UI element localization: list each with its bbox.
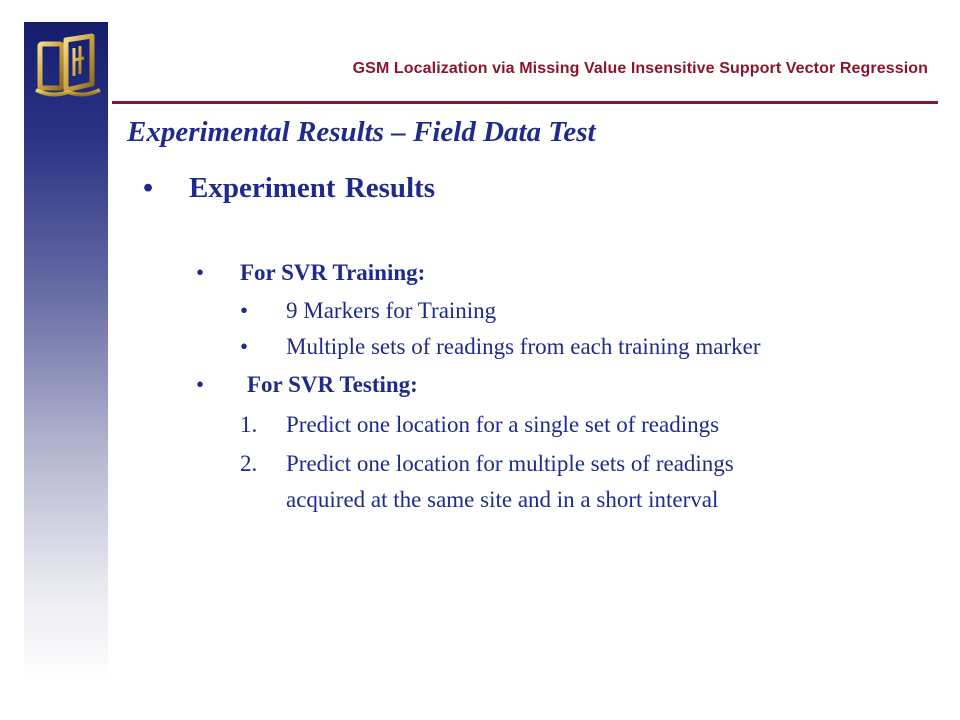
- bullet-icon: •: [196, 372, 205, 397]
- training-item: 9 Markers for Training: [286, 298, 497, 323]
- testing-heading: For SVR Testing:: [247, 372, 418, 397]
- bullet-icon: •: [143, 172, 154, 204]
- list-number: 1.: [240, 412, 258, 437]
- bullet-icon: •: [240, 334, 249, 359]
- bullet-icon: •: [196, 260, 205, 285]
- side-gradient-band: [24, 22, 108, 682]
- bullet-icon: •: [240, 298, 249, 323]
- presentation-title: GSM Localization via Missing Value Insensitive Support Vector Regression: [352, 60, 928, 77]
- testing-item: Predict one location for a single set of readings: [286, 412, 720, 437]
- testing-item: Predict one location for multiple sets of readings: [286, 451, 734, 476]
- testing-item-continuation: acquired at the same site and in a short interval: [286, 487, 719, 512]
- training-heading: For SVR Training:: [240, 260, 426, 285]
- list-number: 2.: [240, 451, 258, 476]
- slide-title: Experimental Results – Field Data Test: [127, 116, 596, 148]
- main-bullet-text: Experiment Results: [189, 172, 436, 204]
- book-emblem-icon: [32, 30, 104, 100]
- training-item: Multiple sets of readings from each training marker: [286, 334, 761, 359]
- header-divider: [112, 101, 938, 104]
